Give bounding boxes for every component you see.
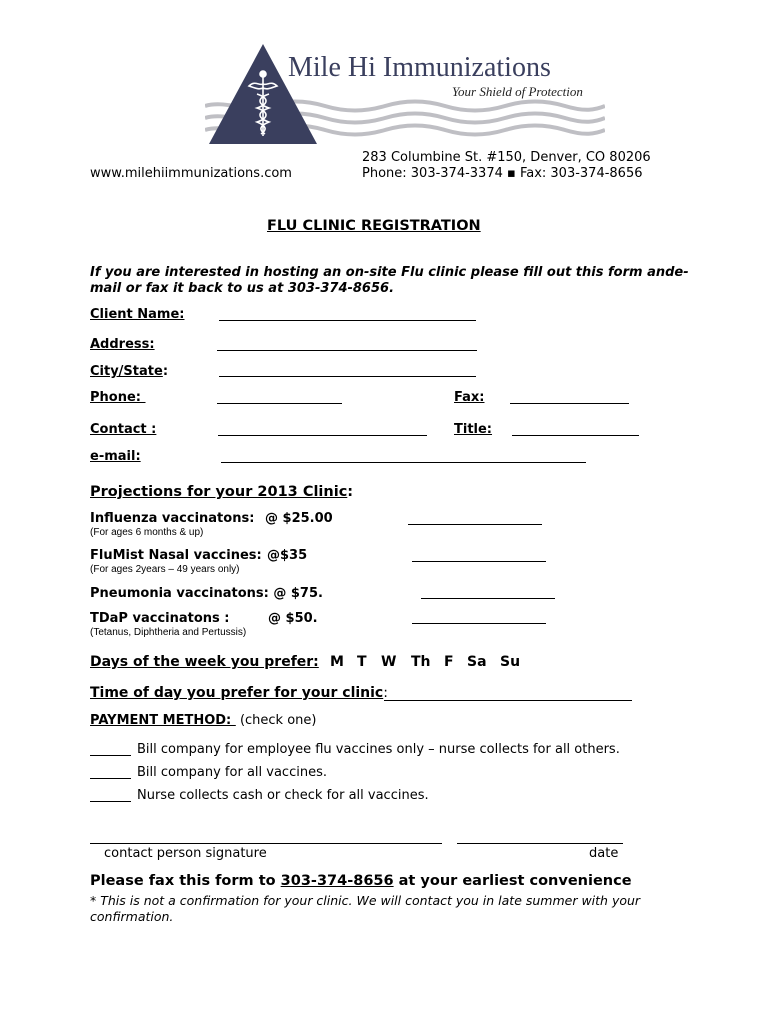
logo-title: Mile Hi Immunizations	[288, 52, 551, 83]
contact-field[interactable]	[218, 435, 427, 436]
flumist-quantity-field[interactable]	[412, 561, 546, 562]
pneumonia-label: Pneumonia vaccinatons: @ $75.	[90, 586, 323, 601]
day-option-th[interactable]: Th	[411, 654, 431, 670]
tdap-note: (Tetanus, Diphtheria and Pertussis)	[90, 627, 247, 638]
title-label: Title:	[454, 422, 493, 437]
fax-instruction	[90, 873, 632, 889]
intro-line-1: If you are interested in hosting an on-site Flu clinic please fill out this form ande-	[90, 265, 689, 280]
tdap-label: TDaP vaccinatons :	[90, 611, 230, 626]
payment-option-3-checkbox[interactable]	[90, 801, 131, 802]
city-state-field[interactable]	[219, 376, 476, 377]
payment-method-label: PAYMENT METHOD:	[90, 713, 236, 728]
flumist-price: @$35	[267, 548, 308, 563]
address-field[interactable]	[217, 350, 477, 351]
day-option-m[interactable]: M	[330, 654, 344, 670]
phone-label: Phone:	[90, 390, 146, 405]
day-option-w[interactable]: W	[381, 654, 397, 670]
fax-number: 303-374-8656	[280, 873, 394, 889]
city-state-label-text: City/State	[90, 364, 163, 379]
pneumonia-quantity-field[interactable]	[421, 598, 555, 599]
influenza-note: (For ages 6 months & up)	[90, 527, 204, 538]
confirmation-note-2: confirmation.	[90, 909, 174, 924]
influenza-label: Influenza vaccinatons:	[90, 511, 255, 526]
time-of-day-field[interactable]	[384, 700, 632, 701]
address-label: Address:	[90, 337, 155, 352]
payment-option-2-checkbox[interactable]	[90, 778, 131, 779]
time-of-day-label	[90, 685, 388, 701]
date-field[interactable]	[457, 843, 623, 844]
flumist-label: FluMist Nasal vaccines:	[90, 548, 262, 563]
days-label: Days of the week you prefer:	[90, 654, 319, 670]
intro-line-2: mail or fax it back to us at 303-374-8656.	[90, 281, 395, 296]
day-option-f[interactable]: F	[444, 654, 454, 670]
email-field[interactable]	[221, 462, 586, 463]
day-option-sa[interactable]: Sa	[467, 654, 487, 670]
projections-heading-colon: :	[347, 484, 354, 500]
day-option-t[interactable]: T	[357, 654, 367, 670]
tdap-price: @ $50.	[268, 611, 318, 626]
page-title: FLU CLINIC REGISTRATION	[267, 218, 481, 234]
company-address: 283 Columbine St. #150, Denver, CO 80206	[362, 150, 651, 165]
fax-instruction-prefix: Please fax this form to	[90, 873, 281, 889]
contact-label: Contact :	[90, 422, 157, 437]
fax-label: Fax:	[454, 390, 485, 405]
city-state-colon: :	[162, 364, 169, 379]
phone-field[interactable]	[217, 403, 342, 404]
influenza-quantity-field[interactable]	[408, 524, 542, 525]
client-name-field[interactable]	[219, 320, 476, 321]
payment-method	[90, 713, 316, 728]
projections-heading	[90, 484, 353, 500]
signature-label: contact person signature	[104, 846, 267, 861]
payment-option-1-checkbox[interactable]	[90, 755, 131, 756]
city-state-label	[90, 364, 168, 379]
flumist-note: (For ages 2years – 49 years only)	[90, 564, 240, 575]
company-phone-fax: Phone: 303-374-3374 ▪ Fax: 303-374-8656	[362, 166, 643, 181]
fax-field[interactable]	[510, 403, 629, 404]
website-link[interactable]: www.milehiimmunizations.com	[90, 166, 292, 181]
confirmation-note	[90, 893, 640, 908]
payment-option-3-label: Nurse collects cash or check for all vaccines.	[137, 788, 429, 803]
time-of-day-label-text: Time of day you prefer for your clinic	[90, 685, 384, 701]
date-label: date	[589, 846, 619, 861]
day-option-su[interactable]: Su	[500, 654, 521, 670]
title-field[interactable]	[512, 435, 639, 436]
signature-field[interactable]	[90, 843, 442, 844]
logo-tagline: Your Shield of Protection	[452, 84, 583, 99]
tdap-quantity-field[interactable]	[412, 623, 546, 624]
fax-instruction-suffix: at your earliest convenience	[393, 873, 632, 889]
time-of-day-colon: :	[383, 685, 388, 701]
payment-method-hint: (check one)	[239, 713, 317, 728]
client-name-label: Client Name:	[90, 307, 185, 322]
email-label: e-mail:	[90, 449, 141, 464]
payment-option-2-label: Bill company for all vaccines.	[137, 765, 327, 780]
projections-heading-text: Projections for your 2013 Clinic	[90, 484, 348, 500]
confirmation-note-text: * This is not a confirmation for your clinic. We will contact you in late summer with your	[90, 893, 641, 908]
payment-option-1-label: Bill company for employee flu vaccines only – nurse collects for all others.	[137, 742, 620, 757]
influenza-price: @ $25.00	[265, 511, 333, 526]
